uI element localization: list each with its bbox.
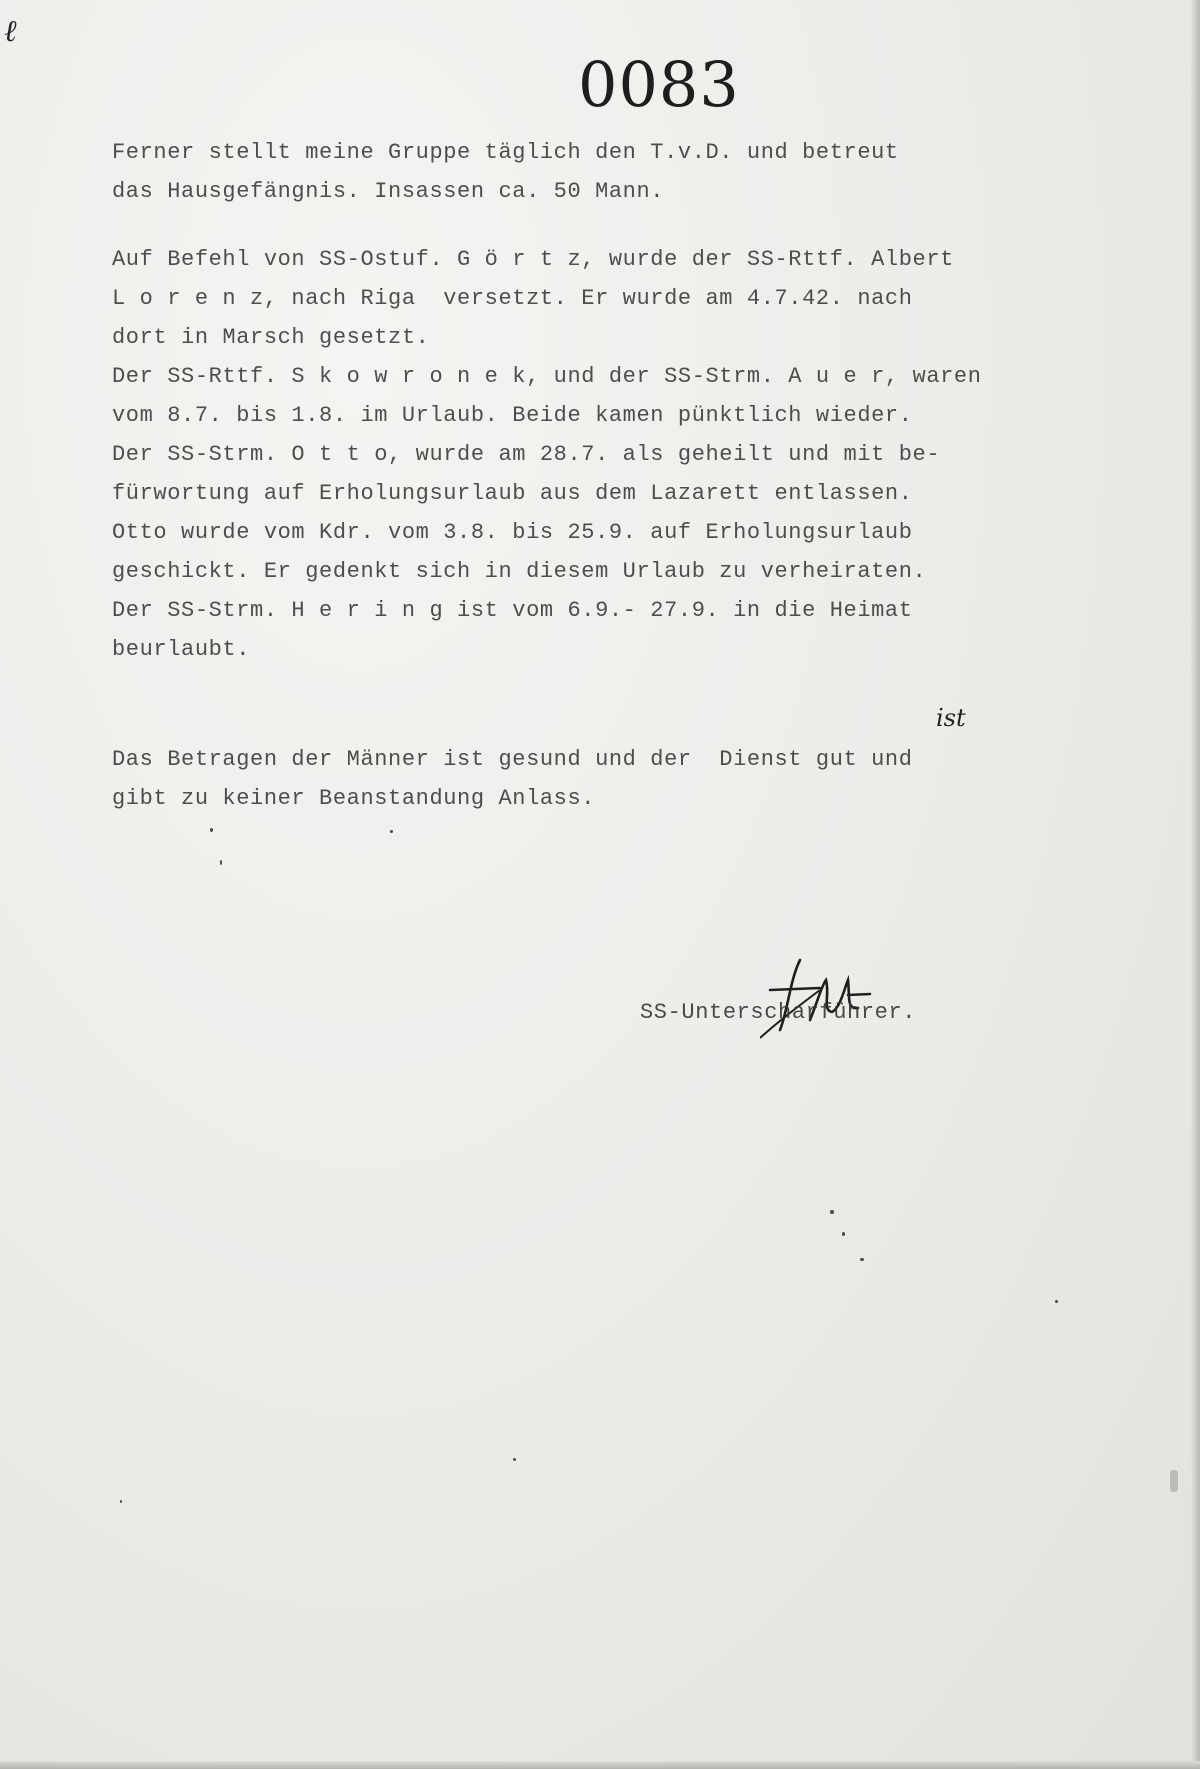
paragraph-duties (112, 133, 1122, 211)
text-line: beurlaubt. (112, 637, 251, 662)
text-line: Ferner stellt meine Gruppe täglich den T.v.D. und betreut (112, 140, 899, 165)
corner-handwritten-mark: ℓ (4, 14, 17, 49)
scan-speck (1055, 1300, 1058, 1303)
text-line: das Hausgefängnis. Insassen ca. 50 Mann. (112, 179, 665, 204)
scan-speck (830, 1210, 834, 1214)
scan-speck (120, 1500, 122, 1503)
signature-title: SS-Unterscharführer. (640, 1000, 917, 1025)
text-line: Der SS-Strm. O t t o, wurde am 28.7. als geheilt und mit be- (112, 442, 941, 467)
paragraph-conduct (112, 740, 1122, 818)
text-line: geschickt. Er gedenkt sich in diesem Urlaub zu verheiraten. (112, 559, 927, 584)
page-number: 0083 (578, 48, 740, 121)
text-line: L o r e n z, nach Riga versetzt. Er wurde am 4.7.42. nach (112, 286, 913, 311)
scan-speck (210, 828, 213, 832)
text-line: Der SS-Strm. H e r i n g ist vom 6.9.- 27.9. in die Heimat (112, 598, 913, 623)
text-line: Otto wurde vom Kdr. vom 3.8. bis 25.9. auf Erholungsurlaub (112, 520, 913, 545)
scan-speck (1170, 1470, 1178, 1492)
text-line: Der SS-Rttf. S k o w r o n e k, und der SS-Strm. A u e r, waren (112, 364, 982, 389)
text-line: Das Betragen der Männer ist gesund und der Dienst gut und (112, 747, 913, 772)
scan-speck (860, 1258, 864, 1261)
handwritten-insert-mark: ist (936, 704, 966, 732)
page-bottom-edge (0, 1761, 1200, 1769)
text-line: gibt zu keiner Beanstandung Anlass. (112, 786, 596, 811)
text-line: vom 8.7. bis 1.8. im Urlaub. Beide kamen pünktlich wieder. (112, 403, 913, 428)
text-line: Auf Befehl von SS-Ostuf. G ö r t z, wurde der SS-Rttf. Albert (112, 247, 954, 272)
text-line: dort in Marsch gesetzt. (112, 325, 430, 350)
paragraph-personnel (112, 240, 1122, 669)
page-edge-shadow (1190, 0, 1200, 1769)
scan-speck (513, 1458, 516, 1461)
scan-speck (842, 1232, 845, 1236)
scan-speck (220, 860, 222, 865)
scan-speck (390, 830, 393, 833)
text-line: fürwortung auf Erholungsurlaub aus dem Lazarett entlassen. (112, 481, 913, 506)
